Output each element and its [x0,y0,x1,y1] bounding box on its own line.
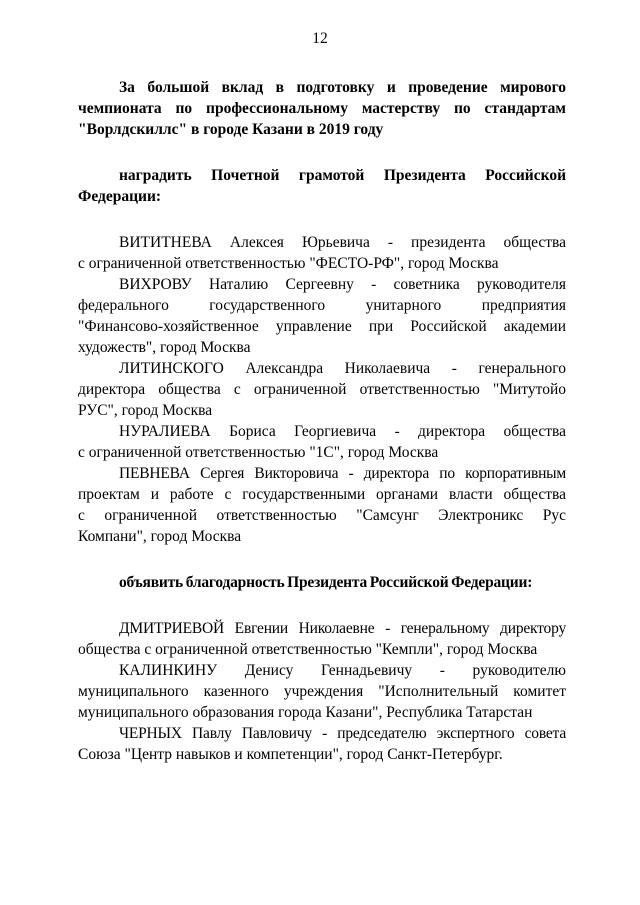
awardee-line: художеств", город Москва [78,339,251,356]
awardee-line: ВИХРОВУ Наталию Сергеевну - советника руководителя [119,276,566,293]
awardee-line: федерального государственного унитарного предприятия [78,297,566,314]
awardee-line: проектам и работе с государственными органами власти общества [78,486,566,503]
gratitude-entry [78,723,566,765]
awardee-line: с ограниченной ответственностью "1С", город Москва [78,444,439,461]
gratitude-line: Союза "Центр навыков и компетенции", город Санкт-Петербург. [78,746,503,763]
gratitude-line: муниципального образования города Казани", Республика Татарстан [78,704,533,721]
gratitude-line: ЧЕРНЫХ Павлу Павловичу - председателю экспертного совета [119,725,566,742]
intro-line: "Ворлдскиллс" в городе Казани в 2019 году [78,121,384,138]
award-heading-line: наградить Почетной грамотой Президента Российской [119,167,566,184]
awardee-line: ПЕВНЕВА Сергея Викторовича - директора по корпоративным [119,465,566,482]
gratitude-heading [78,572,566,593]
awardee-line: Компани", город Москва [78,528,242,545]
awardee-line: ВИТИТНЕВА Алексея Юрьевича - президента общества [119,234,566,251]
intro-line: чемпионата по профессиональному мастерству по стандартам [78,100,566,117]
awardee-entry [78,358,566,421]
awardee-line: директора общества с ограниченной ответственностью "Митутойо [78,381,566,398]
awardee-list [78,232,566,547]
awardee-line: ЛИТИНСКОГО Александра Николаевича - генерального [119,360,566,377]
awardee-entry [78,274,566,358]
gratitude-line: общества с ограниченной ответственностью "Кемпли", город Москва [78,641,538,658]
awardee-line: с ограниченной ответственностью "ФЕСТО-РФ", город Москва [78,255,499,272]
page-number: 12 [312,30,328,47]
awardee-entry [78,232,566,274]
gratitude-entry [78,660,566,723]
award-heading [78,165,566,207]
award-heading-line: Федерации: [78,188,162,205]
awardee-entry [78,421,566,463]
gratitude-line: ДМИТРИЕВОЙ Евгении Николаевне - генеральному директору [119,620,566,637]
awardee-line: с ограниченной ответственностью "Самсунг Электроникс Рус [78,507,566,524]
intro-line: За большой вклад в подготовку и проведение мирового [119,79,566,96]
intro-paragraph [78,77,566,140]
awardee-line: НУРАЛИЕВА Бориса Георгиевича - директора общества [119,423,566,440]
awardee-entry [78,463,566,547]
gratitude-line: муниципального казенного учреждения "Исполнительный комитет [78,683,566,700]
gratitude-entry [78,618,566,660]
gratitude-list [78,618,566,765]
awardee-line: РУС", город Москва [78,402,213,419]
gratitude-heading-line: объявить благодарность Президента Российской Федерации: [119,574,533,591]
gratitude-line: КАЛИНКИНУ Денису Геннадьевичу - руководителю [119,662,566,679]
awardee-line: "Финансово-хозяйственное управление при Российской академии [78,318,566,335]
